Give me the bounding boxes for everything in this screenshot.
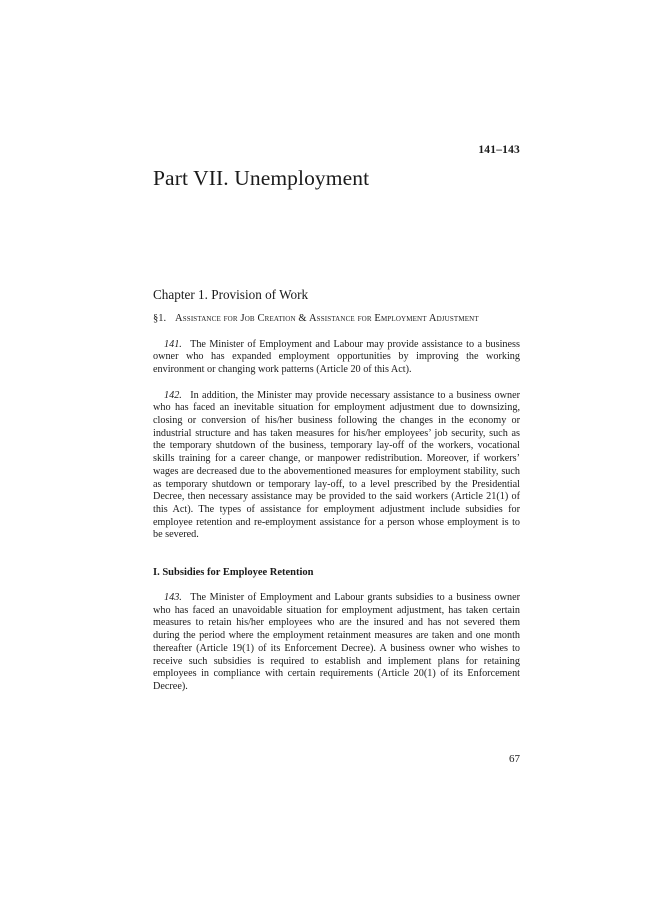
page-number: 67 bbox=[509, 753, 520, 765]
chapter-title: Chapter 1. Provision of Work bbox=[153, 287, 309, 302]
section-heading bbox=[153, 312, 520, 326]
page-body bbox=[153, 287, 520, 694]
paragraph-text: The Minister of Employment and Labour grants subsidies to a business owner who has faced an unavoidable situation for employment adjustment, has taken certain measures to retain his/her employees who are the insured and has not severed them during the period where the employment retainment measures are taken and one month thereafter (Article 19(1) of its Enforcement Decree). A business owner who wishes to receive such subsidies is required to establish and implement plans for retaining employees in compliance with certain requirements (Article 20(1) of its Enforcement Decree). bbox=[153, 592, 520, 692]
section-number: §1. bbox=[153, 313, 167, 324]
paragraph-number: 141. bbox=[164, 338, 182, 350]
paragraph-range-header: 141–143 bbox=[478, 144, 520, 156]
paragraph-141 bbox=[153, 339, 520, 377]
paragraph-text: In addition, the Minister may provide necessary assistance to a business owner who has faced an inevitable situation for employment adjustment due to downsizing, closing or conversion of his/her business following the changes in the economy or industrial structure and has taken measures for his/her employees’ job security, such as the temporary shutdown of the business, temporary lay-off of the workers, vocational skills training for a career change, or manpower redistribution. Moreover, if workers’ wages are decreased due to the abovementioned measures for employment stability, such as temporary shutdown or temporary lay-off, to a level prescribed by the Presidential Decree, then necessary assistance may be provided to the said workers (Article 21(1) of this Act). The types of assistance for employment adjustment include subsidies for employee retention and re-employment assistance for a person whose employment is to be severed. bbox=[153, 389, 521, 541]
paragraph-143 bbox=[153, 592, 520, 694]
paragraph-number: 143. bbox=[164, 592, 182, 604]
paragraph-text: The Minister of Employment and Labour may provide assistance to a business owner who has expanded employment opportunities by improving the working environment or changing work patterns (Article 20 of this Act). bbox=[153, 338, 520, 375]
part-title: Part VII. Unemployment bbox=[153, 166, 370, 190]
section-title: Assistance for Job Creation & Assistance for Employment Adjustment bbox=[175, 313, 479, 324]
paragraph-142 bbox=[153, 390, 520, 542]
paragraph-number: 142. bbox=[164, 389, 182, 401]
subsection-heading: I. Subsidies for Employee Retention bbox=[153, 567, 314, 579]
